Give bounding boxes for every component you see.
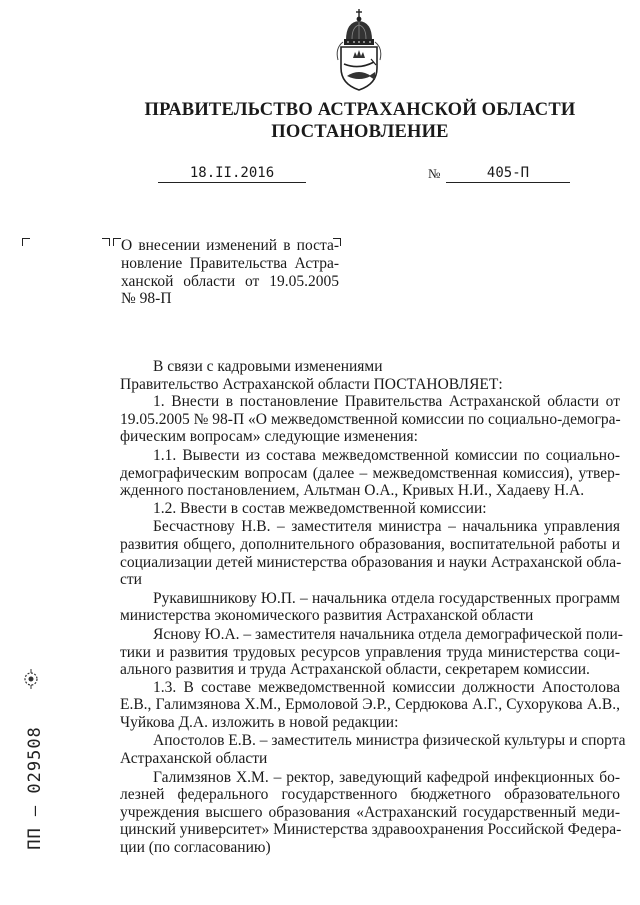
document-date: 18.II.2016 bbox=[158, 164, 306, 183]
body-line: министерства экономического развития Астраханской области bbox=[120, 607, 534, 625]
body-line: цинский университет» Министерства здравоохранения Российской Федера- bbox=[120, 821, 622, 839]
address-corner-mark-left bbox=[22, 238, 30, 246]
subject-line: О внесении изменений в поста- bbox=[121, 237, 339, 254]
document-body bbox=[120, 358, 626, 857]
number-sign: № bbox=[428, 166, 441, 181]
body-line: 1.1. Вывести из состава межведомственной комиссии по социально- bbox=[153, 446, 620, 464]
body-line: Яснову Ю.А. – заместителя начальника отдела демографической поли- bbox=[153, 625, 623, 643]
body-line: жденного постановлением, Альтман О.А., Кривых Н.И., Хадаеву Н.А. bbox=[120, 482, 585, 500]
body-line: учреждения высшего образования «Астраханский государственный меди- bbox=[120, 803, 620, 821]
body-line: Апостолов Е.В. – заместитель министра физической культуры и спорта bbox=[153, 732, 626, 750]
body-line: 19.05.2005 № 98-П «О межведомственной комиссии по социально-демогра- bbox=[120, 410, 621, 428]
document-subject bbox=[121, 237, 339, 308]
subject-line: ханской области от 19.05.2005 bbox=[121, 272, 339, 290]
subject-line: новление Правительства Астра- bbox=[121, 254, 339, 272]
subject-corner-mark-left-b bbox=[113, 238, 121, 246]
body-line: В связи с кадровыми изменениями bbox=[153, 358, 383, 375]
body-line: Е.В., Галимзянова Х.М., Ермоловой Э.Р., Сердюкова А.Г., Сухорукова А.В., bbox=[120, 696, 620, 714]
organization-title: ПРАВИТЕЛЬСТВО АСТРАХАНСКОЙ ОБЛАСТИ bbox=[144, 100, 576, 120]
body-line: ального развития и труда Астраханской области, секретарем комиссии. bbox=[120, 661, 590, 679]
hologram-seal-icon bbox=[21, 668, 41, 690]
body-line: Рукавишникову Ю.П. – начальника отдела государственных программ bbox=[153, 589, 620, 607]
coat-of-arms-icon bbox=[331, 8, 387, 92]
body-line: демографическим вопросам (далее – межведомственная комиссия), утвер- bbox=[120, 464, 620, 482]
body-line: социализации детей министерства образования и науки Астраханской обла- bbox=[120, 553, 622, 571]
body-line: Галимзянов Х.М. – ректор, заведующий кафедрой инфекционных бо- bbox=[153, 768, 620, 786]
body-line: Астраханской области bbox=[120, 750, 268, 768]
body-line: 1.2. Ввести в состав межведомственной комиссии: bbox=[153, 499, 487, 517]
body-line: Бесчастнову Н.В. – заместителя министра – начальника управления bbox=[153, 518, 620, 536]
body-line: 1. Внести в постановление Правительства Астраханской области от bbox=[153, 393, 620, 411]
serial-number-text: ПП – 029508 bbox=[25, 726, 45, 850]
body-line: лезней федерального государственного бюджетного образовательного bbox=[120, 786, 620, 804]
document-type-title: ПОСТАНОВЛЕНИЕ bbox=[271, 122, 449, 142]
body-line: Чуйкова Д.А. изложить в новой редакции: bbox=[120, 713, 399, 731]
subject-line: № 98-П bbox=[121, 290, 172, 308]
body-line: фическим вопросам» следующие изменения: bbox=[120, 428, 418, 446]
body-line: тики и развития трудовых ресурсов управления труда министерства соци- bbox=[120, 643, 620, 661]
serial-number-stamp bbox=[22, 693, 48, 883]
body-line: сти bbox=[120, 571, 142, 589]
subject-corner-mark-left-a bbox=[102, 238, 110, 246]
body-line: развития общего, дополнительного образования, воспитательной работы и bbox=[120, 535, 620, 553]
body-line: ции (по согласованию) bbox=[120, 839, 271, 857]
body-line: Правительство Астраханской области ПОСТАНОВЛЯЕТ: bbox=[120, 375, 503, 393]
document-number: 405-П bbox=[446, 164, 570, 183]
body-line: 1.3. В составе межведомственной комиссии должности Апостолова bbox=[153, 678, 620, 696]
